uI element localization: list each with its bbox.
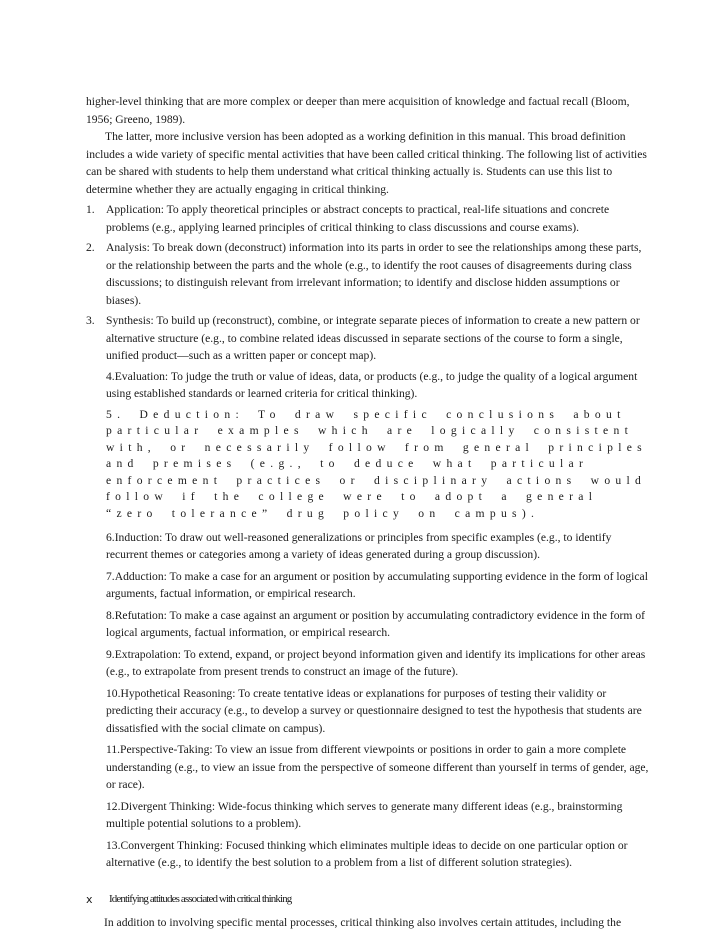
intro-paragraph: The latter, more inclusive version has been adopted as a working definition in this manual. This broad definition includes a wide variety of specific mental activities that have been called critical thinking. The following list of activities can be shared with students to help them understand what critical thinking actually is. Students can use this list to determine whether they are actually engaging in critical thinking. (86, 130, 647, 196)
sub-item-divergent-thinking: 12.Divergent Thinking: Wide-focus thinking which serves to generate many different ideas (e.g., brainstorming multiple potential solutions to a problem). (106, 799, 623, 831)
list-item (86, 239, 652, 309)
sub-item-adduction: 7.Adduction: To make a case for an argument or position by accumulating supporting evidence in the form of logical arguments, factual information, or empirical research. (106, 569, 648, 601)
sub-item-evaluation: 4.Evaluation: To judge the truth or value of ideas, data, or products (e.g., to judge the quality of a logical argument using established standards or learned criteria for critical thinking). (106, 369, 638, 400)
numbered-list (86, 201, 652, 365)
list-item (86, 201, 652, 236)
sub-item-hypothetical-reasoning: 10.Hypothetical Reasoning: To create tentative ideas or explanations for purposes of testing their validity or predicting their accuracy (e.g., to develop a survey or questionnaire designed to test the hypothesis that students are dissatisfied with the social climate on campus). (106, 686, 642, 735)
sub-item-extrapolation: 9.Extrapolation: To extend, expand, or project beyond information given and identify its implications for other areas (e.g., to extrapolate from present trends to construct an image of the future). (106, 647, 646, 679)
page-content (86, 93, 652, 931)
list-item-number: 3. (86, 314, 95, 327)
section-heading: Identifying attitudes associated with critical thinking (109, 892, 292, 905)
list-item-number: 2. (86, 241, 95, 254)
list-item (86, 312, 652, 365)
list-item-text: Application: To apply theoretical principles or abstract concepts to practical, real-life situations and concrete problems (e.g., applying learned principles of critical thinking to class discussions and course exams). (106, 203, 610, 234)
sub-item-list (86, 368, 652, 872)
sub-item-deduction: 5. Deduction: To draw specific conclusions about particular examples which are logically consistent with, or necessarily follow from general principles and premises (e.g., to deduce what particular enforcement practices or disciplinary actions would follow if the college were to adopt a general “zero tolerance” drug policy on campus). (106, 407, 647, 521)
sub-item-refutation: 8.Refutation: To make a case against an argument or position by accumulating contradictory evidence in the form of logical arguments, factual information, or empirical research. (106, 608, 645, 640)
sub-item-convergent-thinking: 13.Convergent Thinking: Focused thinking which eliminates multiple ideas to decide on one particular option or alternative (e.g., to identify the best solution to a problem from a list of different solution strategies). (106, 838, 628, 870)
sub-item-induction: 6.Induction: To draw out well-reasoned generalizations or principles from specific examples (e.g., to identify recurrent themes or categories among a variety of ideas generated during a group discussion). (106, 530, 612, 562)
list-item-number: 1. (86, 203, 95, 216)
list-item-text: Analysis: To break down (deconstruct) information into its parts in order to see the relationships among these parts, or the relationship between the parts and the whole (e.g., to identify the root causes of disagreements during class discussions; to distinguish relevant from irrelevant information; to identify and disclose hidden assumptions or biases). (106, 241, 642, 307)
list-item-text: Synthesis: To build up (reconstruct), combine, or integrate separate pieces of information to create a new pattern or alternative structure (e.g., to combine related ideas discussed in separate sections of the course to form a single, unified product—such as a written paper or concept map). (106, 314, 640, 362)
bullet-x-icon: x (86, 892, 93, 906)
closing-paragraph: In addition to involving specific mental processes, critical thinking also involves certain attitudes, including the (104, 915, 622, 929)
bullet-heading-row (86, 891, 652, 909)
sub-item-perspective-taking: 11.Perspective-Taking: To view an issue from different viewpoints or positions in order to gain a more complete understanding (e.g., to view an issue from the perspective of someone different than yourself in terms of gender, age, or race). (106, 743, 649, 792)
intro-continuation: higher-level thinking that are more complex or deeper than mere acquisition of knowledge and factual recall (Bloom, 1956; Greeno, 1989). (86, 95, 630, 126)
